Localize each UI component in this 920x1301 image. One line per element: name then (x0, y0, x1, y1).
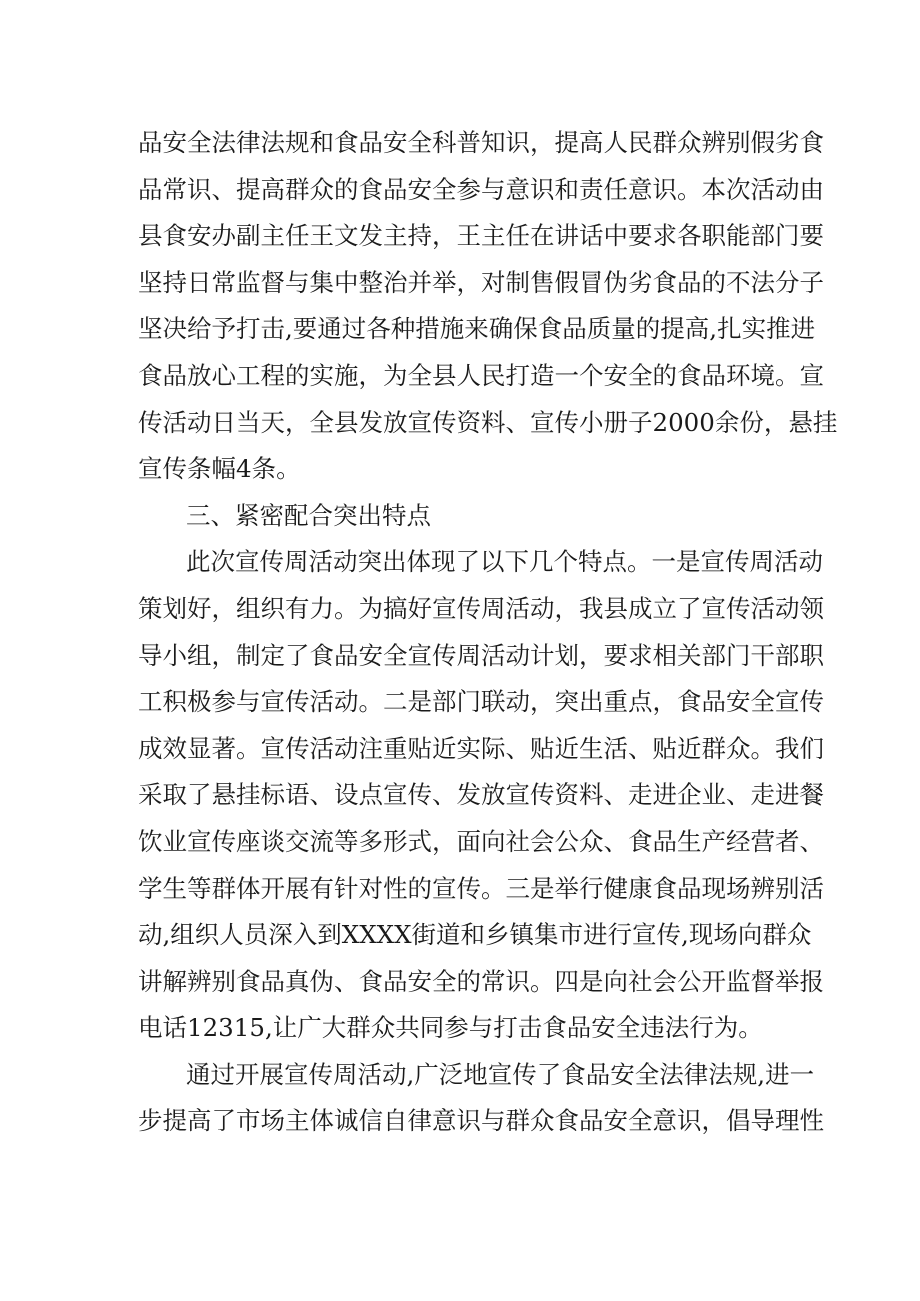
text-line: 传活动日当天，全县发放宣传资料、宣传小册子2000余份，悬挂 (138, 407, 838, 437)
text-line: 动,组织人员深入到XXXX街道和乡镇集市进行宣传,现场向群众 (138, 920, 812, 950)
text-line: 宣传条幅4条。 (138, 454, 301, 484)
body-text (138, 120, 838, 1145)
text-line: 步提高了市场主体诚信自律意识与群众食品安全意识，倡导理性 (138, 1106, 824, 1136)
text-line: 电话12315,让广大群众共同参与打击食品安全违法行为。 (138, 1013, 763, 1043)
text-line: 食品放心工程的实施，为全县人民打造一个安全的食品环境。宣 (138, 360, 824, 390)
text-line: 工积极参与宣传活动。二是部门联动，突出重点，食品安全宣传 (138, 687, 824, 717)
text-line: 县食安办副主任王文发主持，王主任在讲话中要求各职能部门要 (138, 221, 824, 251)
text-line: 讲解辨别食品真伪、食品安全的常识。四是向社会公开监督举报 (138, 966, 824, 996)
text-line: 品常识、提高群众的食品安全参与意识和责任意识。本次活动由 (138, 174, 824, 204)
section-heading: 三、紧密配合突出特点 (186, 500, 431, 530)
text-line: 采取了悬挂标语、设点宣传、发放宣传资料、走进企业、走进餐 (138, 780, 824, 810)
text-line: 此次宣传周活动突出体现了以下几个特点。一是宣传周活动 (186, 547, 823, 577)
text-line: 品安全法律法规和食品安全科普知识，提高人民群众辨别假劣食 (138, 128, 824, 157)
text-line: 坚持日常监督与集中整治并举，对制售假冒伪劣食品的不法分子 (138, 267, 824, 297)
text-line: 饮业宣传座谈交流等多形式，面向社会公众、食品生产经营者、 (138, 826, 824, 856)
text-line: 学生等群体开展有针对性的宣传。三是举行健康食品现场辨别活 (138, 873, 824, 903)
text-line: 坚决给予打击,要通过各种措施来确保食品质量的提高,扎实推进 (138, 314, 816, 344)
text-line: 导小组，制定了食品安全宣传周活动计划，要求相关部门干部职 (138, 640, 824, 670)
text-line: 通过开展宣传周活动,广泛地宣传了食品安全法律法规,进一 (186, 1059, 815, 1089)
text-line: 成效显著。宣传活动注重贴近实际、贴近生活、贴近群众。我们 (138, 733, 824, 763)
text-line: 策划好，组织有力。为搞好宣传周活动，我县成立了宣传活动领 (138, 593, 824, 623)
